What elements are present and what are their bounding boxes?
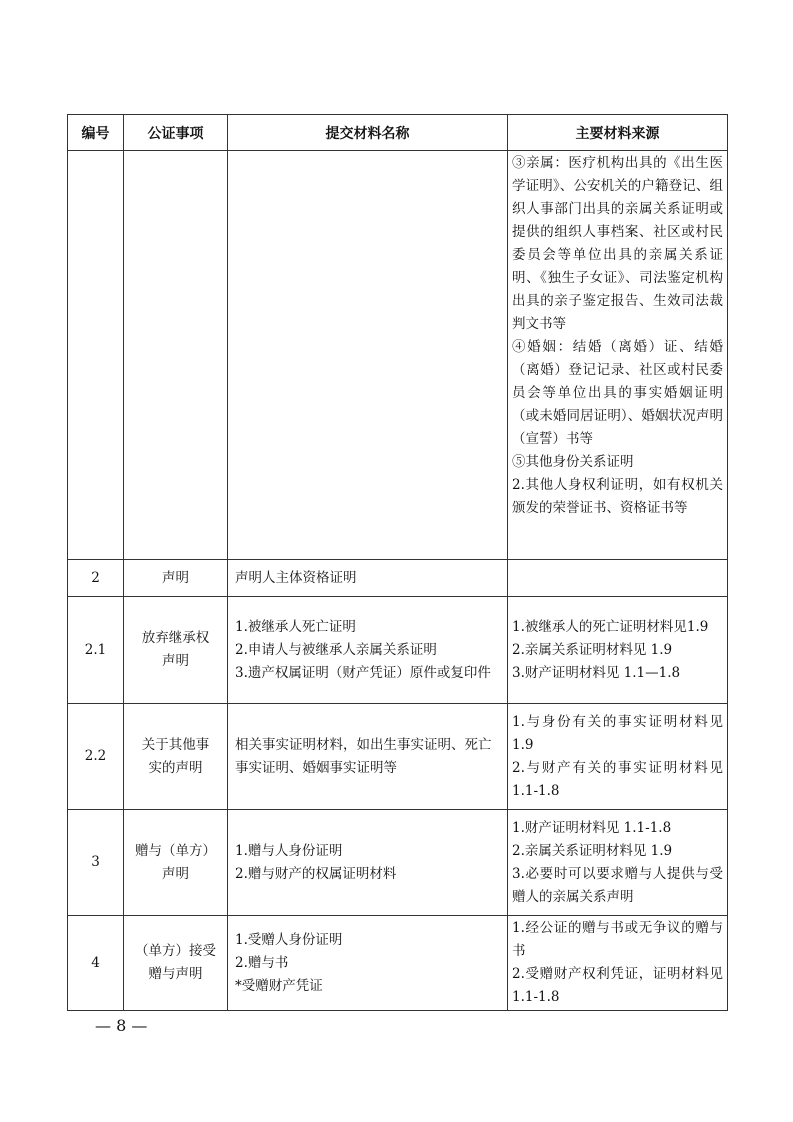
source-line: 2.受赠财产权利凭证，证明材料见 1.1-1.8	[512, 966, 723, 1005]
matter-line: （单方）接受	[135, 943, 216, 959]
matter-line: 赠与声明	[148, 966, 203, 982]
matter-line: 关于其他事	[141, 736, 210, 753]
material-line: 2.赠与书	[235, 954, 289, 971]
source-line: 2.亲属关系证明材料见 1.9	[512, 641, 673, 658]
table-row	[68, 810, 728, 916]
table-row	[68, 916, 728, 1011]
row-sources	[508, 597, 728, 704]
row-notarial-matter	[124, 810, 228, 916]
row-notarial-matter	[124, 151, 228, 560]
table-row	[68, 151, 728, 560]
row-number: 2.2	[68, 704, 124, 810]
row-materials	[228, 151, 508, 560]
material-line: 1.受赠人身份证明	[235, 931, 343, 948]
source-line: 2.与财产有关的事实证明材料见 1.1-1.8	[512, 759, 723, 799]
source-line: ③亲属：医疗机构出具的《出生医学证明》、公安机关的户籍登记、组织人事部门出具的亲属关系证明或提供的组织人事档案、社区或村民委员会等单位出具的亲属关系证明、《独生子女证》、司法鉴定机构出具的亲子鉴定报告、生效司法裁判文书等	[512, 155, 723, 332]
material-line: 声明人主体资格证明	[235, 569, 357, 586]
row-sources	[508, 704, 728, 810]
matter-line: 实的声明	[148, 759, 203, 776]
row-sources	[508, 916, 728, 1011]
page-number: — 8 —	[95, 1016, 148, 1035]
source-line: 1.财产证明材料见 1.1-1.8	[512, 819, 672, 836]
matter-line: 声明	[162, 569, 189, 586]
row-sources	[508, 151, 728, 560]
row-number: 2.1	[68, 597, 124, 704]
material-line: 相关事实证明材料，如出生事实证明、死亡事实证明、婚姻事实证明等	[235, 736, 492, 776]
header-materials: 提交材料名称	[228, 115, 508, 151]
row-materials	[228, 704, 508, 810]
source-line: 3.财产证明材料见 1.1—1.8	[512, 664, 681, 681]
table-header-row	[68, 115, 728, 151]
materials-table	[67, 114, 728, 1011]
source-line: 2.其他人身权利证明，如有权机关颁发的荣誉证书、资格证书等	[512, 477, 723, 516]
row-notarial-matter	[124, 916, 228, 1011]
row-materials	[228, 560, 508, 597]
row-number: 4	[68, 916, 124, 1011]
matter-line: 赠与（单方）	[135, 842, 216, 859]
header-number: 编号	[68, 115, 124, 151]
material-line: 1.被继承人死亡证明	[235, 618, 356, 635]
material-line: *受赠财产凭证	[235, 977, 323, 994]
header-notarial-matter: 公证事项	[124, 115, 228, 151]
row-materials	[228, 810, 508, 916]
matter-line: 声明	[162, 653, 189, 669]
row-number: 2	[68, 560, 124, 597]
source-line: 1.与身份有关的事实证明材料见 1.9	[512, 713, 723, 753]
row-sources	[508, 560, 728, 597]
source-line: 1.经公证的赠与书或无争议的赠与书	[512, 920, 723, 959]
table-row	[68, 560, 728, 597]
material-line: 1.赠与人身份证明	[235, 842, 343, 859]
row-materials	[228, 916, 508, 1011]
source-line: ⑤其他身份关系证明	[512, 454, 634, 470]
row-notarial-matter	[124, 560, 228, 597]
material-line: 2.赠与财产的权属证明材料	[235, 865, 397, 882]
row-notarial-matter	[124, 704, 228, 810]
matter-line: 声明	[162, 865, 189, 882]
row-sources	[508, 810, 728, 916]
header-sources: 主要材料来源	[508, 115, 728, 151]
source-line: ④婚姻：结婚（离婚）证、结婚（离婚）登记记录、社区或村民委员会等单位出具的事实婚姻证明（或未婚同居证明）、婚姻状况声明（宣誓）书等	[512, 339, 723, 447]
row-notarial-matter	[124, 597, 228, 704]
material-line: 3.遗产权属证明（财产凭证）原件或复印件	[235, 664, 491, 681]
source-line: 1.被继承人的死亡证明材料见1.9	[512, 618, 709, 635]
row-number: 3	[68, 810, 124, 916]
source-line: 3.必要时可以要求赠与人提供与受赠人的亲属关系声明	[512, 865, 723, 905]
row-materials	[228, 597, 508, 704]
matter-line: 放弃继承权	[141, 630, 210, 646]
table-row	[68, 704, 728, 810]
material-line: 2.申请人与被继承人亲属关系证明	[235, 641, 437, 658]
row-number	[68, 151, 124, 560]
table-row	[68, 597, 728, 704]
source-line: 2.亲属关系证明材料见 1.9	[512, 842, 673, 859]
